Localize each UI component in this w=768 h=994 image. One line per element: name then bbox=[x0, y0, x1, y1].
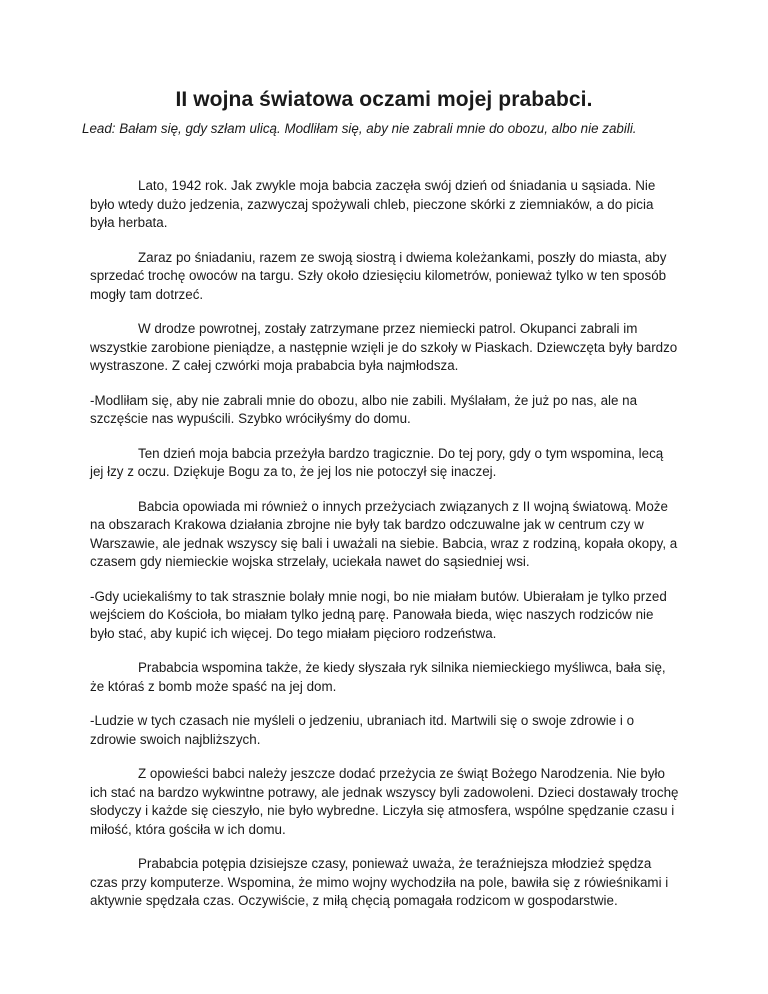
document-lead: Lead: Bałam się, gdy szłam ulicą. Modliłam się, aby nie zabrali mnie do obozu, albo nie zabili. bbox=[82, 121, 637, 136]
paragraph: -Gdy uciekaliśmy to tak strasznie bolały mnie nogi, bo nie miałam butów. Ubierałam je tylko przed wejściem do Kościoła, bo miałam tylko jedną parę. Panowała bieda, więc naszych rodziców nie było stać, aby kupić ich więcej. Do tego miałam pięcioro rodzeństwa. bbox=[90, 588, 667, 641]
paragraph: Ten dzień moja babcia przeżyła bardzo tragicznie. Do tej pory, gdy o tym wspomina, lecą jej łzy z oczu. Dziękuje Bogu za to, że jej los nie potoczył się inaczej. bbox=[90, 445, 664, 479]
paragraph: Prababcia potępia dzisiejsze czasy, ponieważ uważa, że teraźniejsza młodzież spędza czas przy komputerze. Wspomina, że mimo wojny wychodziła na pole, bawiła się z rówieśnikami i aktywnie spędzała czas. Oczywiście, z miłą chęcią pomagała rodzicom w gospodarstwie. bbox=[90, 856, 669, 908]
paragraph: -Modliłam się, aby nie zabrali mnie do obozu, albo nie zabili. Myślałam, że już po nas, ale na szczęście nas wypuścili. Szybko wróciłyśmy do domu. bbox=[90, 392, 638, 426]
paragraph: Prababcia wspomina także, że kiedy słyszała ryk silnika niemieckiego myśliwca, bała się, że któraś z bomb może spaść na jej dom. bbox=[90, 660, 666, 694]
paragraph: W drodze powrotnej, zostały zatrzymane przez niemiecki patrol. Okupanci zabrali im wszystkie zarobione pieniądze, a następnie wzięli je do szkoły w Piaskach. Dziewczęta były bardzo wystraszone. Z całej czwórki moja prababcia była najmłodsza. bbox=[90, 321, 678, 373]
document-body bbox=[90, 177, 680, 927]
paragraph: Z opowieści babci należy jeszcze dodać przeżycia ze świąt Bożego Narodzenia. Nie było ich stać na bardzo wykwintne potrawy, ale jednak wszyscy byli zadowoleni. Dzieci dostawały trochę słodyczy i każde się cieszyło, nie było wybredne. Liczyła się atmosfera, wspólne spędzanie czasu i miłość, która gościła w ich domu. bbox=[90, 766, 679, 837]
paragraph: -Ludzie w tych czasach nie myśleli o jedzeniu, ubraniach itd. Martwili się o swoje zdrowie i o zdrowie swoich najbliższych. bbox=[90, 713, 635, 747]
paragraph: Lato, 1942 rok. Jak zwykle moja babcia zaczęła swój dzień od śniadania u sąsiada. Nie było wtedy dużo jedzenia, zazwyczaj spożywali chleb, pieczone skórki z ziemniaków, a do picia była herbata. bbox=[90, 178, 656, 230]
paragraph: Babcia opowiada mi również o innych przeżyciach związanych z II wojną światową. Może na obszarach Krakowa działania zbrojne nie były tak bardzo odczuwalne jak w centrum czy w Warszawie, ale jednak wszyscy się bali i uważali na siebie. Babcia, wraz z rodziną, kopała okopy, a czasem gdy niemieckie wojska strzelały, uciekała nawet do sąsiedniej wsi. bbox=[90, 498, 678, 569]
document-title: II wojna światowa oczami mojej prababci. bbox=[175, 88, 593, 111]
paragraph: Zaraz po śniadaniu, razem ze swoją siostrą i dwiema koleżankami, poszły do miasta, aby sprzedać trochę owoców na targu. Szły około dziesięciu kilometrów, ponieważ tylko w ten sposób mogły tam dotrzeć. bbox=[90, 249, 667, 302]
